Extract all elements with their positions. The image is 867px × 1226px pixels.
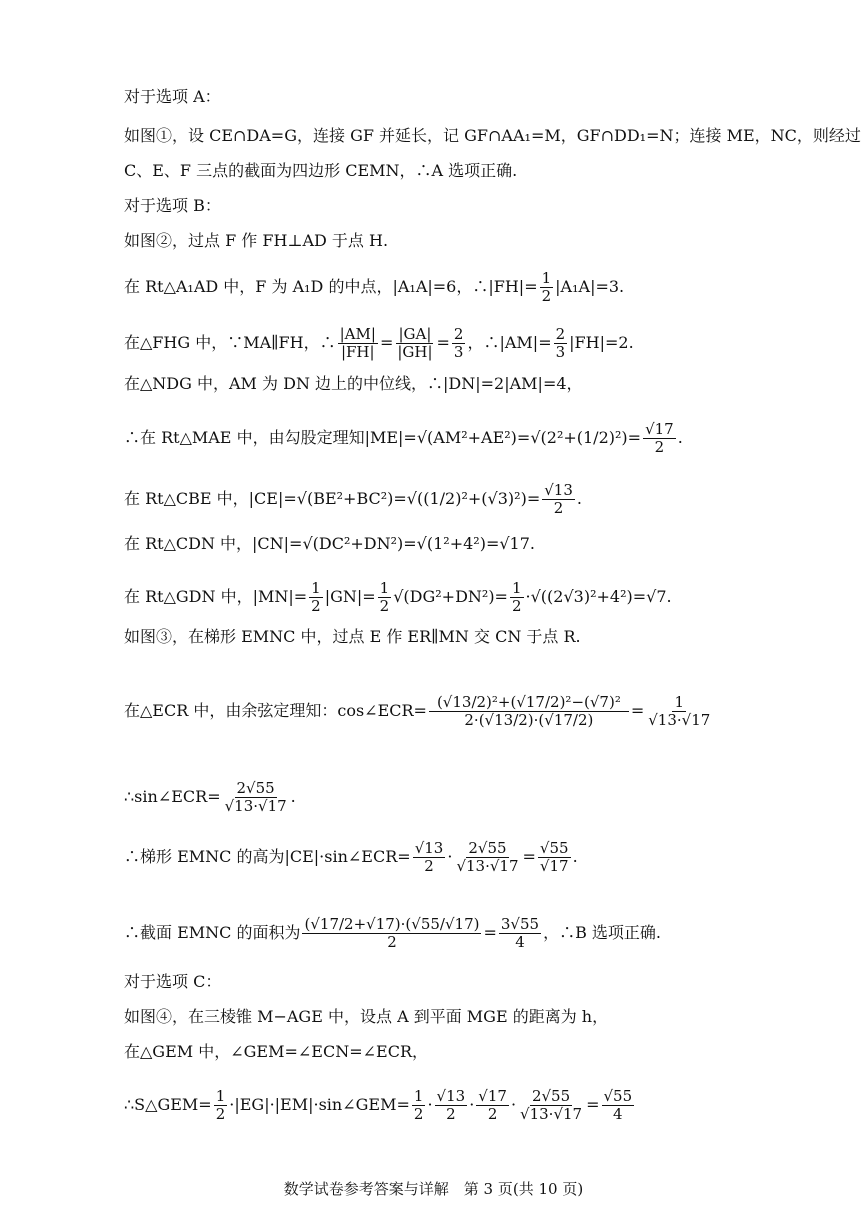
- fraction-two-thirds: $\frac{2}{3}$: [453, 325, 464, 361]
- option-a-heading: 对于选项 A：: [124, 87, 221, 106]
- fraction-ga-gh: $\frac{|GA|}{|GH|}$: [397, 325, 433, 361]
- ce-expr: √(BE²+BC²)=√((1/2)²+(√3)²)=: [296, 489, 541, 508]
- cos-text: 在△ECR 中，由余弦定理知：cos∠ECR=: [124, 701, 427, 720]
- height-text: ∴梯形 EMNC 的高为|CE|·sin∠ECR=: [124, 847, 411, 866]
- fraction-two-thirds-2: $\frac{2}{3}$: [555, 325, 566, 361]
- am-line: 在△FHG 中，∵MA∥FH，∴ $\frac{|AM|}{|FH|}$ = $\frac{|GA|}{|GH|}$ = $\frac{2}{3}$ ，∴|AM|= $\frac{2}{3}$ |FH|=2.: [124, 325, 634, 361]
- me-line: ∴在 Rt△MAE 中，由勾股定理知|ME|=√(AM²+AE²)=√(2²+(1/2)²)= $\frac{√17}{2}$ .: [124, 420, 683, 456]
- fraction-ce: $\frac{√13}{2}$: [544, 481, 573, 517]
- am-text: 在△FHG 中，∵MA∥FH，∴: [124, 333, 336, 352]
- fh-line: [124, 270, 624, 305]
- option-c-text-2: 在△GEM 中，∠GEM=∠ECN=∠ECR，: [124, 1042, 429, 1061]
- fraction-cos: $\frac{\text{(√13/2)²+(√17/2)²−(√7)²}}{2\cdot(√13/2)\cdot(√17/2)}$: [429, 694, 629, 729]
- s-expr: ·|EG|·|EM|·sin∠GEM=: [229, 1095, 410, 1114]
- fraction-cos-val: $\frac{1}{√13\cdot√17}$: [648, 693, 711, 729]
- fh-end: |A₁A|=3.: [555, 277, 625, 296]
- area-text: ∴截面 EMNC 的面积为: [124, 923, 301, 942]
- s-text: ∴S△GEM=: [124, 1095, 212, 1114]
- me-expr: √(AM²+AE²)=√(2²+(1/2)²)=: [416, 428, 642, 447]
- option-b-text-1: 如图②，过点 F 作 FH⊥AD 于点 H.: [124, 231, 389, 250]
- sin-text: ∴sin∠ECR=: [124, 787, 221, 806]
- am-end: |FH|=2.: [569, 333, 634, 352]
- fraction-s3: $\frac{2√55}{√13\cdot√17}$: [520, 1087, 583, 1123]
- fraction-half-6: $\frac{1}{2}$: [413, 1087, 424, 1123]
- cos-line: 在△ECR 中，由余弦定理知：cos∠ECR= $\frac{\text{(√13/2)²+(√17/2)²−(√7)²}}{2\cdot(√13/2)\cdot(√17/2)}$ = $\frac{1}{√13\cdot√17}$: [124, 693, 711, 729]
- fraction-s2: $\frac{√17}{2}$: [478, 1087, 507, 1123]
- fraction-h1: $\frac{√13}{2}$: [414, 839, 444, 875]
- fraction-s1: $\frac{√13}{2}$: [436, 1087, 466, 1123]
- mn-mid: |GN|=: [324, 587, 376, 606]
- area-line: ∴截面 EMNC 的面积为 $\frac{(√17/2+√17)\cdot(√55/√17)}{2}$ = $\frac{3√55}{4}$ ，∴B 选项正确.: [124, 915, 662, 951]
- option-b-heading: 对于选项 B：: [124, 196, 221, 215]
- area-end: ，∴B 选项正确.: [543, 923, 662, 942]
- me-text: ∴在 Rt△MAE 中，由勾股定理知|ME|=: [124, 428, 417, 447]
- am-text-2: ，∴|AM|=: [467, 333, 552, 352]
- option-c-text-1: 如图④，在三棱锥 M−AGE 中，设点 A 到平面 MGE 的距离为 h，: [124, 1007, 609, 1026]
- mn-mid2: √(DG²+DN²)=: [393, 587, 508, 606]
- ce-text: 在 Rt△CBE 中，|CE|=: [124, 489, 297, 508]
- trapezoid-line: 如图③，在梯形 EMNC 中，过点 E 作 ER∥MN 交 CN 于点 R.: [124, 627, 581, 646]
- page-footer: 数学试卷参考答案与详解 第 3 页(共 10 页): [283, 1180, 584, 1198]
- option-c-heading: 对于选项 C：: [124, 972, 222, 991]
- fh-text: 在 Rt△A₁AD 中，F 为 A₁D 的中点，|A₁A|=6，∴|FH|=: [124, 277, 538, 296]
- fraction-half-5: $\frac{1}{2}$: [215, 1087, 226, 1123]
- fraction-h-val: $\frac{√55}{√17}$: [539, 839, 569, 875]
- sin-line: ∴sin∠ECR= $\frac{2√55}{√13\cdot√17}$ .: [124, 779, 296, 815]
- option-a-text-1: 如图①，设 CE∩DA=G，连接 GF 并延长，记 GF∩AA₁=M，GF∩DD₁=N；连接 ME，NC，则经过: [124, 126, 861, 145]
- fraction-s-val: $\frac{√55}{4}$: [603, 1087, 633, 1123]
- fraction-area: $\frac{(√17/2+√17)\cdot(√55/√17)}{2}$: [304, 915, 480, 951]
- fraction-area-val: $\frac{3√55}{4}$: [500, 915, 540, 951]
- fraction-me: $\frac{√17}{2}$: [645, 420, 674, 456]
- cn-line: 在 Rt△CDN 中，|CN|=√(DC²+DN²)=√(1²+4²)=√17.: [124, 534, 535, 553]
- fraction-half-3: $\frac{1}{2}$: [379, 579, 390, 615]
- fraction-half-2: $\frac{1}{2}$: [311, 579, 321, 615]
- fraction-half-4: $\frac{1}{2}$: [511, 579, 522, 615]
- fraction-h2: $\frac{2√55}{√13\cdot√17}$: [456, 839, 519, 875]
- s-line: ∴S△GEM= $\frac{1}{2}$ ·|EG|·|EM|·sin∠GEM= $\frac{1}{2}$ · $\frac{√13}{2}$ · $\frac{√17}{2}$ · $\frac{2√55}{√13\cdot√17}$ = $\frac{√55}{4}$: [124, 1087, 633, 1123]
- mn-text: 在 Rt△GDN 中，|MN|=: [124, 587, 308, 606]
- fraction-am-fh: $\frac{|AM|}{|FH|}$: [339, 325, 376, 361]
- fraction-half: $\frac{1}{2}$: [541, 269, 552, 305]
- ce-line: 在 Rt△CBE 中，|CE|=√(BE²+BC²)=√((1/2)²+(√3)²)= $\frac{√13}{2}$ .: [124, 481, 582, 517]
- dn-line: 在△NDG 中，AM 为 DN 边上的中位线，∴|DN|=2|AM|=4，: [124, 374, 583, 393]
- height-line: ∴梯形 EMNC 的高为|CE|·sin∠ECR= $\frac{√13}{2}$ · $\frac{2√55}{√13\cdot√17}$ = $\frac{√55}{√17}$ .: [124, 839, 578, 875]
- mn-line: [124, 580, 672, 615]
- mn-end: ·√((2√3)²+4²)=√7.: [525, 587, 672, 606]
- option-a-text-2: C、E、F 三点的截面为四边形 CEMN，∴A 选项正确.: [124, 161, 518, 180]
- fraction-sin: $\frac{2√55}{√13\cdot√17}$: [224, 779, 287, 815]
